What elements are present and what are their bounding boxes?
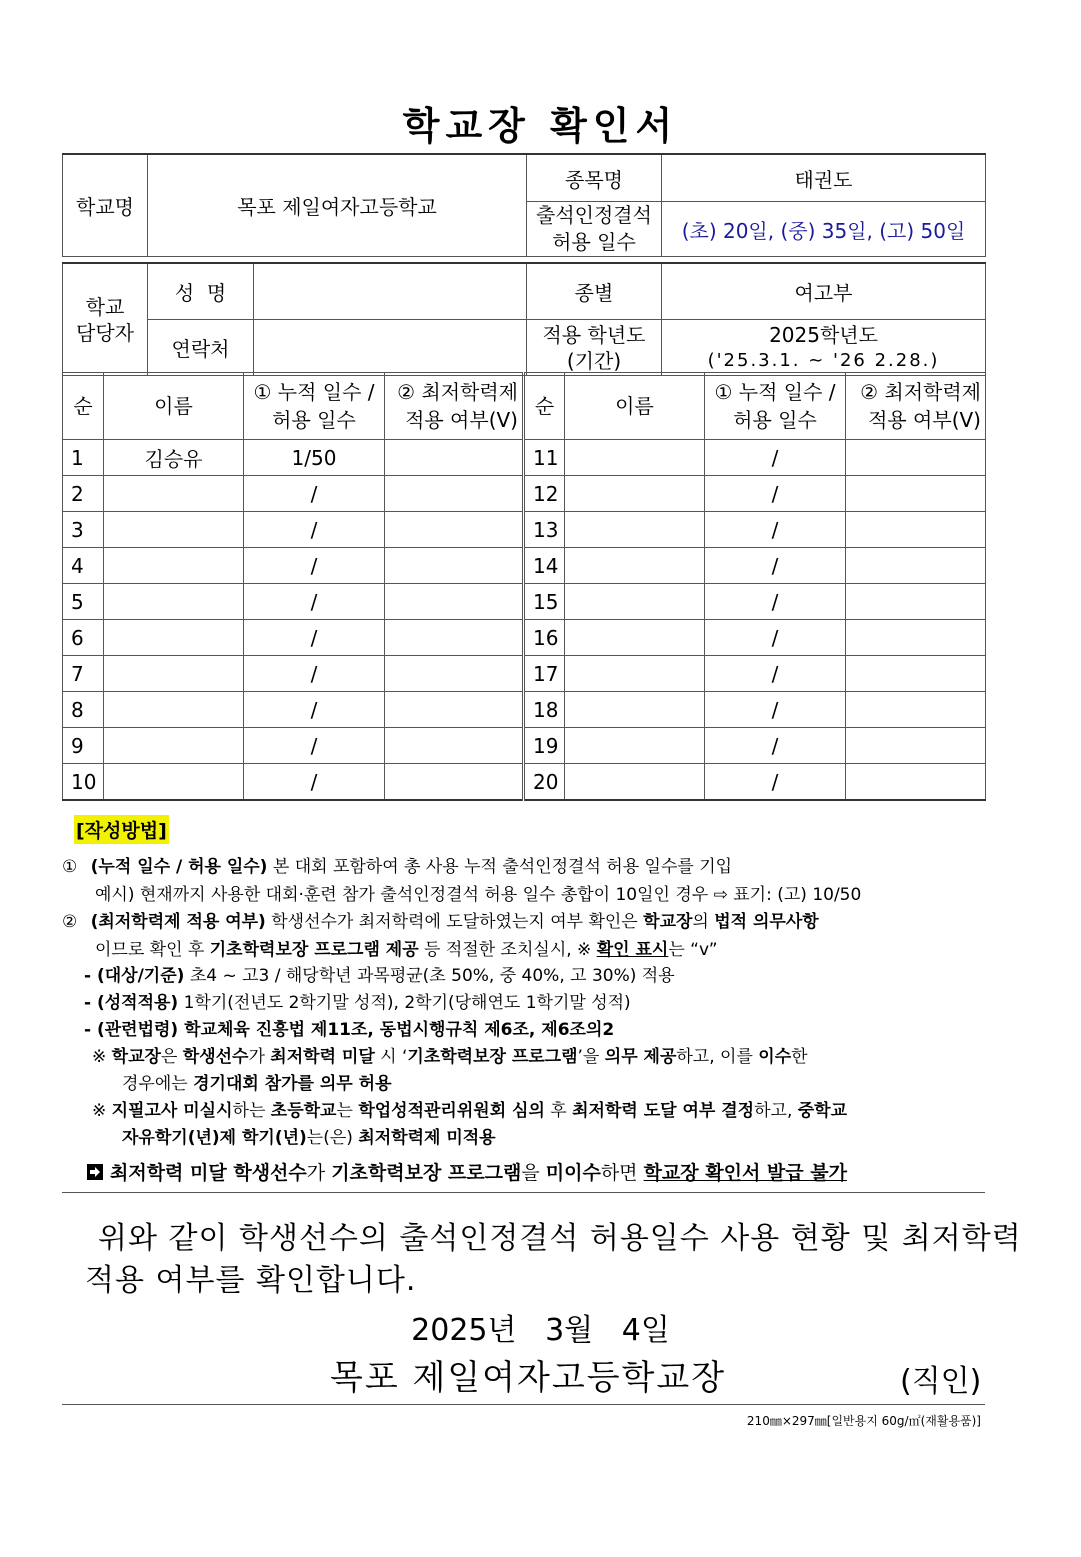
star-note-1-t4: ’을 (577, 1047, 605, 1067)
footer-divider (62, 1404, 985, 1405)
min-standard-cell[interactable] (385, 584, 524, 620)
final-note-t2: 을 (521, 1162, 546, 1184)
days-cell: / (705, 512, 846, 548)
school-value: 목포 제일여자고등학교 (148, 154, 527, 257)
final-note (86, 1158, 1009, 1185)
min-standard-cell[interactable] (385, 620, 524, 656)
table-row (63, 584, 986, 620)
student-name-cell[interactable] (104, 548, 244, 584)
student-name-cell[interactable] (104, 728, 244, 764)
star-note-2-line2-b1: 자유학기(년)제 학기(년) (122, 1128, 307, 1148)
year-label-line1: 적용 학년도 (542, 322, 646, 347)
student-name-cell[interactable] (565, 476, 705, 512)
row-number: 18 (524, 692, 565, 728)
min-standard-cell[interactable] (385, 512, 524, 548)
note-2-line2-bold: 기초학력보장 프로그램 제공 (209, 940, 419, 960)
student-name-cell[interactable]: 김승유 (104, 440, 244, 476)
star-note-2-line2 (122, 1123, 1045, 1148)
note-1-example: 예시) 현재까지 사용한 대회·훈련 참가 출석인정결석 허용 일수 총합이 10일인 경우 ⇨ 표기: (고) 10/50 (95, 885, 862, 905)
detail-law: - (관련법령) 학교체육 진흥법 제11조, 동법시행규칙 제6조, 제6조의2 (84, 1020, 615, 1040)
note-2-text-a: 학생선수가 최저학력에 도달하였는지 여부 확인은 (265, 912, 644, 932)
note-1-text: 본 대회 포함하여 총 사용 누적 출석인정결석 허용 일수를 기입 (267, 857, 733, 877)
star-note-1-t2: 가 (248, 1047, 271, 1067)
row-number: 2 (63, 476, 104, 512)
row-number: 12 (524, 476, 565, 512)
star-note-2-b2: 초등학교 (270, 1101, 337, 1121)
year-value (662, 320, 986, 376)
min-standard-cell[interactable] (385, 728, 524, 764)
table-row (63, 764, 986, 801)
min-standard-cell[interactable] (385, 656, 524, 692)
note-2-line2-a: 이므로 확인 후 (95, 940, 210, 960)
min-standard-cell[interactable] (846, 692, 986, 728)
star-note-1-t5: 하고, 이를 (676, 1047, 759, 1067)
days-cell: / (705, 440, 846, 476)
detail-grades (84, 988, 1007, 1013)
note-2-bold-d: 법적 의무사항 (714, 912, 819, 932)
row-number: 19 (524, 728, 565, 764)
min-standard-cell[interactable] (385, 548, 524, 584)
row-number: 17 (524, 656, 565, 692)
days-cell: / (705, 584, 846, 620)
min-standard-cell[interactable] (846, 512, 986, 548)
star-note-1-t1: 은 (160, 1047, 183, 1067)
row-number: 1 (63, 440, 104, 476)
min-standard-cell[interactable] (846, 620, 986, 656)
note-2-line2 (95, 935, 1018, 960)
note-1 (62, 852, 985, 877)
star-note-1-line2 (122, 1069, 1045, 1094)
year-label-line2: (기간) (566, 348, 622, 373)
star-note-1-b4: 기초학력보장 프로그램 (407, 1047, 578, 1067)
sport-value: 태권도 (662, 154, 986, 202)
name-label: 성 명 (148, 263, 254, 320)
detail-target (84, 961, 1007, 986)
student-name-cell[interactable] (565, 764, 705, 801)
student-name-cell[interactable] (104, 692, 244, 728)
division-label: 종별 (527, 263, 662, 320)
row-number: 14 (524, 548, 565, 584)
arrow-box-icon (86, 1163, 104, 1181)
student-name-cell[interactable] (565, 620, 705, 656)
days-cell: / (705, 548, 846, 584)
days-cell: / (705, 620, 846, 656)
student-name-cell[interactable] (565, 728, 705, 764)
table-row (63, 440, 986, 476)
row-number: 3 (63, 512, 104, 548)
note-2-bold: (최저학력제 적용 여부) (90, 912, 266, 932)
student-name-cell[interactable] (104, 764, 244, 801)
student-name-cell[interactable] (104, 476, 244, 512)
star-note-2-b5: 중학교 (797, 1101, 848, 1121)
star-note-2-t2: 는 (336, 1101, 359, 1121)
star-note-1-mark: ※ (92, 1047, 112, 1067)
detail-grades-bold: - (성적적용) (84, 993, 179, 1013)
days-cell: / (244, 728, 385, 764)
star-note-2-line2-t1: 는(은) (306, 1128, 359, 1148)
days-cell: / (244, 548, 385, 584)
student-name-cell[interactable] (104, 512, 244, 548)
row-number: 6 (63, 620, 104, 656)
star-note-1-b1: 학교장 (111, 1047, 161, 1067)
row-number: 16 (524, 620, 565, 656)
days-cell: / (705, 764, 846, 801)
year-value-line1: 2025학년도 (769, 322, 878, 347)
note-2 (62, 907, 985, 932)
detail-target-bold: - (대상/기준) (84, 966, 185, 986)
header-name: 이름 (565, 373, 705, 440)
min-standard-cell[interactable] (846, 764, 986, 801)
min-standard-cell[interactable] (385, 764, 524, 801)
star-note-1-t3: 시 ‘ (374, 1047, 408, 1067)
principal-signature: 목포 제일여자고등학교장 (330, 1358, 727, 1398)
row-number: 10 (63, 764, 104, 801)
division-value: 여고부 (662, 263, 986, 320)
detail-target-text: 초4 ~ 고3 / 해당학년 과목평균(초 50%, 중 40%, 고 30%) 적용 (184, 966, 675, 986)
student-name-cell[interactable] (565, 584, 705, 620)
table-row (63, 476, 986, 512)
confirm-text-line2: 적용 여부를 확인합니다. (85, 1263, 417, 1298)
star-note-2-b3: 학업성적관리위원회 심의 (358, 1101, 545, 1121)
official-seal: (직인) (900, 1364, 982, 1399)
days-cell: / (244, 764, 385, 801)
days-cell: / (705, 692, 846, 728)
min-standard-cell[interactable] (385, 440, 524, 476)
issue-date: 2025년 3월 4일 (411, 1313, 670, 1348)
star-note-1-b2: 학생선수 (182, 1047, 249, 1067)
header-days-line1: ① 누적 일수 / (714, 380, 836, 404)
year-label (527, 320, 662, 376)
row-number: 5 (63, 584, 104, 620)
days-cell: / (244, 656, 385, 692)
header-days-line1: ① 누적 일수 / (253, 380, 375, 404)
header-no: 순 (63, 373, 104, 440)
star-note-1-t6: 한 (791, 1047, 808, 1067)
days-cell: / (705, 476, 846, 512)
table-row (63, 656, 986, 692)
min-standard-cell[interactable] (846, 728, 986, 764)
student-name-cell[interactable] (565, 656, 705, 692)
table-row (63, 548, 986, 584)
days-cell: / (244, 620, 385, 656)
manager-label (63, 263, 148, 376)
table-row (63, 692, 986, 728)
star-note-2-b1: 지필고사 미실시 (111, 1101, 233, 1121)
manager-info-table (62, 262, 986, 376)
row-number: 15 (524, 584, 565, 620)
year-value-line2: ('25.3.1. ~ '26 2.28.) (707, 349, 940, 371)
note-1-mark: ① (62, 857, 78, 877)
star-note-1-line2-a: 경우에는 (122, 1074, 194, 1094)
final-note-underline: 학교장 확인서 발급 불가 (643, 1162, 847, 1184)
days-cell: / (244, 584, 385, 620)
row-number: 4 (63, 548, 104, 584)
header-min-line2: 적용 여부(V) (405, 408, 518, 432)
name-field[interactable] (254, 263, 527, 320)
student-name-cell[interactable] (565, 692, 705, 728)
row-number: 20 (524, 764, 565, 801)
days-cell: / (244, 512, 385, 548)
days-cell: / (705, 656, 846, 692)
note-1-bold: (누적 일수 / 허용 일수) (90, 857, 268, 877)
student-name-cell[interactable] (104, 584, 244, 620)
min-standard-cell[interactable] (846, 476, 986, 512)
instructions-heading: [작성방법] (74, 815, 169, 844)
days-cell: / (244, 476, 385, 512)
header-days-line2: 허용 일수 (272, 408, 356, 432)
table-row (63, 620, 986, 656)
final-note-b3: 미이수 (545, 1162, 601, 1184)
divider (62, 1192, 985, 1193)
star-note-2 (92, 1096, 1015, 1121)
star-note-1-b6: 이수 (758, 1047, 792, 1067)
school-label: 학교명 (63, 154, 148, 257)
school-info-table (62, 153, 986, 257)
allow-days-label-line1: 출석인정결석 (536, 203, 652, 227)
star-note-1-b5: 의무 제공 (604, 1047, 677, 1067)
star-note-2-t3: 후 (544, 1101, 573, 1121)
star-note-1-b3: 최저학력 미달 (270, 1047, 375, 1067)
row-number: 7 (63, 656, 104, 692)
days-cell: / (244, 692, 385, 728)
allow-days-label (527, 202, 662, 257)
allow-days-value: (초) 20일, (중) 35일, (고) 50일 (662, 202, 986, 257)
student-name-cell[interactable] (565, 512, 705, 548)
note-2-line2-c: 는 “v” (668, 940, 718, 960)
header-no: 순 (524, 373, 565, 440)
contact-label: 연락처 (148, 320, 254, 376)
manager-label-line2: 담당자 (76, 320, 134, 345)
header-min-line1: ② 최저학력제 (397, 380, 518, 404)
header-days (244, 373, 385, 440)
row-number: 8 (63, 692, 104, 728)
min-standard-cell[interactable] (385, 692, 524, 728)
header-name: 이름 (104, 373, 244, 440)
star-note-2-mark: ※ (92, 1101, 112, 1121)
min-standard-cell[interactable] (846, 548, 986, 584)
header-min (846, 373, 986, 440)
paper-spec: 210㎜×297㎜[일반용지 60g/㎡(재활용품)] (746, 1414, 981, 1428)
note-2-text-c: 의 (692, 912, 715, 932)
student-name-cell[interactable] (104, 656, 244, 692)
note-2-bold-b: 학교장 (643, 912, 693, 932)
final-note-b1: 최저학력 미달 학생선수 (110, 1162, 307, 1184)
detail-grades-text: 1학기(전년도 2학기말 성적), 2학기(당해연도 1학기말 성적) (178, 993, 631, 1013)
star-note-1 (92, 1042, 1015, 1067)
table-row (63, 728, 986, 764)
header-days-line2: 허용 일수 (733, 408, 817, 432)
page-title: 학교장 확인서 (402, 104, 679, 148)
student-name-cell[interactable] (565, 440, 705, 476)
star-note-2-t4: 하고, (754, 1101, 798, 1121)
note-2-line2-b: 등 적절한 조치실시, ※ (418, 940, 597, 960)
sport-label: 종목명 (527, 154, 662, 202)
days-cell: 1/50 (244, 440, 385, 476)
row-number: 9 (63, 728, 104, 764)
min-standard-cell[interactable] (385, 476, 524, 512)
student-name-cell[interactable] (104, 620, 244, 656)
row-number: 13 (524, 512, 565, 548)
header-min-line2: 적용 여부(V) (868, 408, 981, 432)
note-2-line2-underline: 확인 표시 (596, 940, 669, 960)
row-number: 11 (524, 440, 565, 476)
header-min-line1: ② 최저학력제 (860, 380, 981, 404)
min-standard-cell[interactable] (846, 656, 986, 692)
star-note-1-line2-bold: 경기대회 참가를 의무 허용 (193, 1074, 392, 1094)
days-cell: / (705, 728, 846, 764)
student-name-cell[interactable] (565, 548, 705, 584)
roster-table (62, 372, 986, 801)
table-row (63, 512, 986, 548)
header-days (705, 373, 846, 440)
manager-label-line1: 학교 (85, 294, 125, 319)
star-note-2-t1: 하는 (232, 1101, 271, 1121)
allow-days-label-line2: 허용 일수 (552, 230, 636, 254)
final-note-t1: 가 (306, 1162, 332, 1184)
star-note-2-b4: 최저학력 도달 여부 결정 (572, 1101, 755, 1121)
min-standard-cell[interactable] (846, 440, 986, 476)
final-note-t3: 하면 (600, 1162, 644, 1184)
contact-field[interactable] (254, 320, 527, 376)
header-min (385, 373, 524, 440)
confirm-text-line1: 위와 같이 학생선수의 출석인정결석 허용일수 사용 현황 및 최저학력 (98, 1221, 1022, 1256)
star-note-2-line2-b2: 최저학력제 미적용 (358, 1128, 496, 1148)
note-2-mark: ② (62, 912, 78, 932)
final-note-b2: 기초학력보장 프로그램 (331, 1162, 522, 1184)
min-standard-cell[interactable] (846, 584, 986, 620)
